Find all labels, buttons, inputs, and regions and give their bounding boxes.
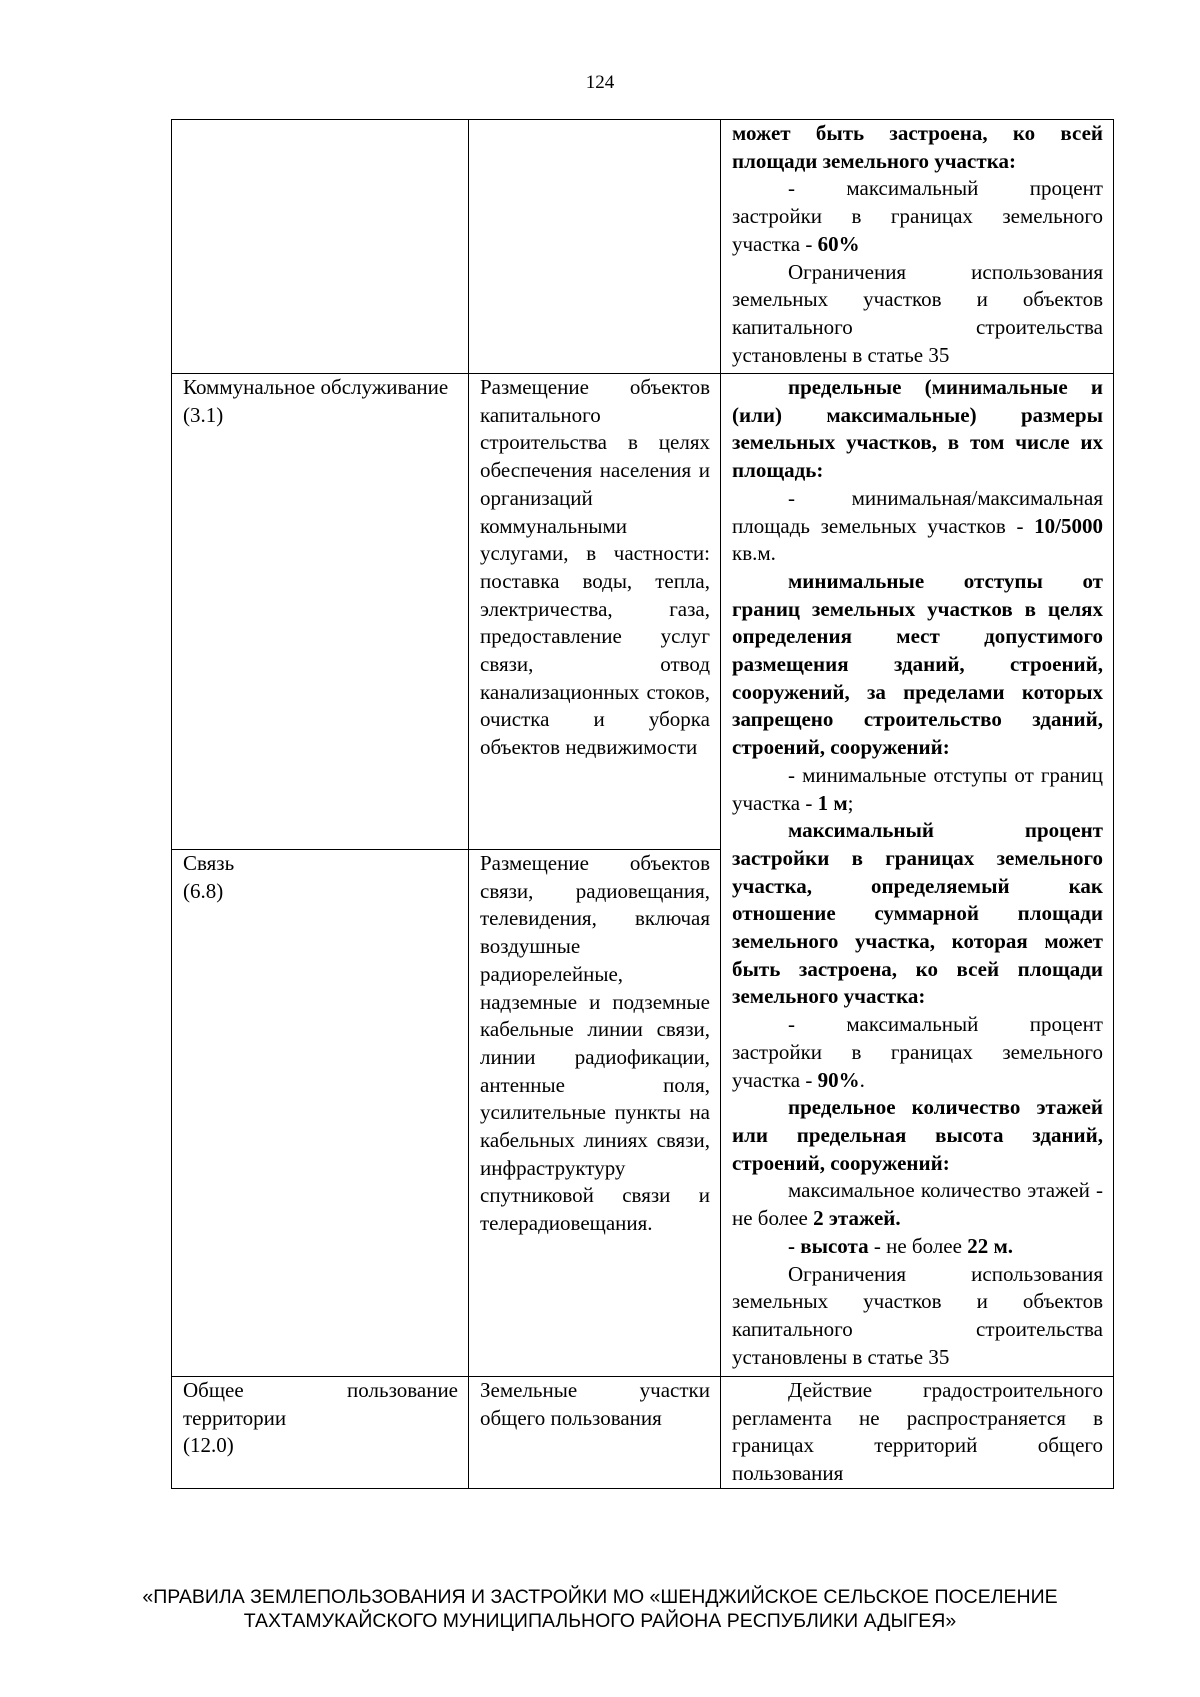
use-name-cell xyxy=(172,850,469,1377)
parameter-text-run: 60% xyxy=(817,231,860,256)
use-description: Размещение объектов связи, радиовещания, телевидения, включая воздушные радиорелейные, надземные и подземные кабельные линии связи, линии радиофикации, антенные поля, усилительные пункты на кабельных линиях связи, инфраструктуру спутниковой связи и телерадиовещания. xyxy=(480,851,710,1236)
table-row xyxy=(172,120,1114,374)
parameter-text-run: - не более xyxy=(868,1233,968,1258)
use-code: (12.0) xyxy=(183,1433,234,1458)
parameters-cell xyxy=(721,374,1114,1377)
footer-line: «ПРАВИЛА ЗЕМЛЕПОЛЬЗОВАНИЯ И ЗАСТРОЙКИ МО «ШЕНДЖИЙСКОЕ СЕЛЬСКОЕ ПОСЕЛЕНИЕ xyxy=(142,1586,1058,1608)
use-name: Коммунальное обслуживание xyxy=(183,375,449,399)
parameter-paragraph xyxy=(732,485,1103,568)
parameter-paragraph xyxy=(732,1177,1103,1232)
parameter-paragraph: может быть застроена, ко всей площади земельного участка: xyxy=(732,121,1103,173)
regulations-table xyxy=(171,119,1114,1489)
parameter-text-run: кв.м. xyxy=(732,541,776,566)
use-name-cell xyxy=(172,374,469,850)
page-number: 124 xyxy=(585,72,615,93)
parameter-text-run: - максимальный процент застройки в границах земельного участка - xyxy=(732,176,1103,256)
parameter-text-run: . xyxy=(859,1067,865,1092)
parameter-paragraph: предельное количество этажей или предельная высота зданий, строений, сооружений: xyxy=(732,1095,1103,1175)
use-description-cell xyxy=(469,374,721,850)
use-name-cell xyxy=(172,120,469,374)
use-description-cell xyxy=(469,120,721,374)
use-name: Связь xyxy=(183,851,235,875)
document-footer xyxy=(100,1585,1100,1633)
parameter-paragraph: предельные (минимальные и (или) максимальные) размеры земельных участков, в том числе их площадь: xyxy=(732,375,1103,483)
use-code: (6.8) xyxy=(183,878,224,903)
parameters-cell xyxy=(721,120,1114,374)
parameter-paragraph: Ограничения использования земельных участков и объектов капитального строительства установлены в статье 35 xyxy=(732,259,1103,367)
parameter-paragraph: минимальные отступы от границ земельных участков в целях определения мест допустимого размещения зданий, строений, сооружений, за пределами которых запрещено строительство зданий, строений, сооружений: xyxy=(732,568,1103,760)
parameter-paragraph: Действие градостроительного регламента не распространяется в границах территорий общего пользования xyxy=(732,1378,1103,1486)
parameter-text-run: - высота xyxy=(788,1233,869,1258)
table-row xyxy=(172,374,1114,850)
parameter-text-run: - максимальный процент застройки в границах земельного участка - xyxy=(732,1012,1103,1092)
parameter-text-run: ; xyxy=(847,790,854,815)
parameter-paragraph xyxy=(732,762,1103,817)
parameter-text-run: максимальное количество этажей - не более xyxy=(732,1178,1103,1231)
use-description-cell xyxy=(469,850,721,1377)
parameter-text-run: - минимальные отступы от границ участка - xyxy=(732,762,1103,815)
parameter-paragraph: Ограничения использования земельных участков и объектов капитального строительства установлены в статье 35 xyxy=(732,1261,1103,1369)
parameter-paragraph xyxy=(732,175,1103,258)
use-name-cell xyxy=(172,1377,469,1489)
parameter-text-run: - минимальная/максимальная площадь земельных участков - xyxy=(732,485,1103,538)
parameter-paragraph: максимальный процент застройки в границах земельного участка, определяемый как отношение суммарной площади земельного участка, которая может быть застроена, ко всей площади земельного участка: xyxy=(732,818,1103,1009)
use-code: (3.1) xyxy=(183,402,224,427)
parameter-text-run: 2 этажей. xyxy=(813,1206,901,1231)
use-name: Общее пользование территории xyxy=(183,1378,458,1430)
parameter-paragraph xyxy=(732,1233,1103,1261)
parameter-paragraph xyxy=(732,1011,1103,1094)
use-description: Земельные участки общего пользования xyxy=(480,1378,710,1430)
parameter-text-run: 10/5000 xyxy=(1034,513,1103,538)
parameter-text-run: 1 м xyxy=(817,790,848,815)
table-row xyxy=(172,1377,1114,1489)
parameters-cell xyxy=(721,1377,1114,1489)
parameter-text-run: 90% xyxy=(817,1067,860,1092)
use-description-cell xyxy=(469,1377,721,1489)
footer-line: ТАХТАМУКАЙСКОГО МУНИЦИПАЛЬНОГО РАЙОНА РЕСПУБЛИКИ АДЫГЕЯ» xyxy=(243,1610,957,1632)
use-description: Размещение объектов капитального строительства в целях обеспечения населения и организаций коммунальными услугами, в частности: поставка воды, тепла, электричества, газа, предоставление услуг связи, отвод канализационных стоков, очистка и уборка объектов недвижимости xyxy=(480,375,710,760)
parameter-text-run: 22 м. xyxy=(967,1233,1014,1258)
